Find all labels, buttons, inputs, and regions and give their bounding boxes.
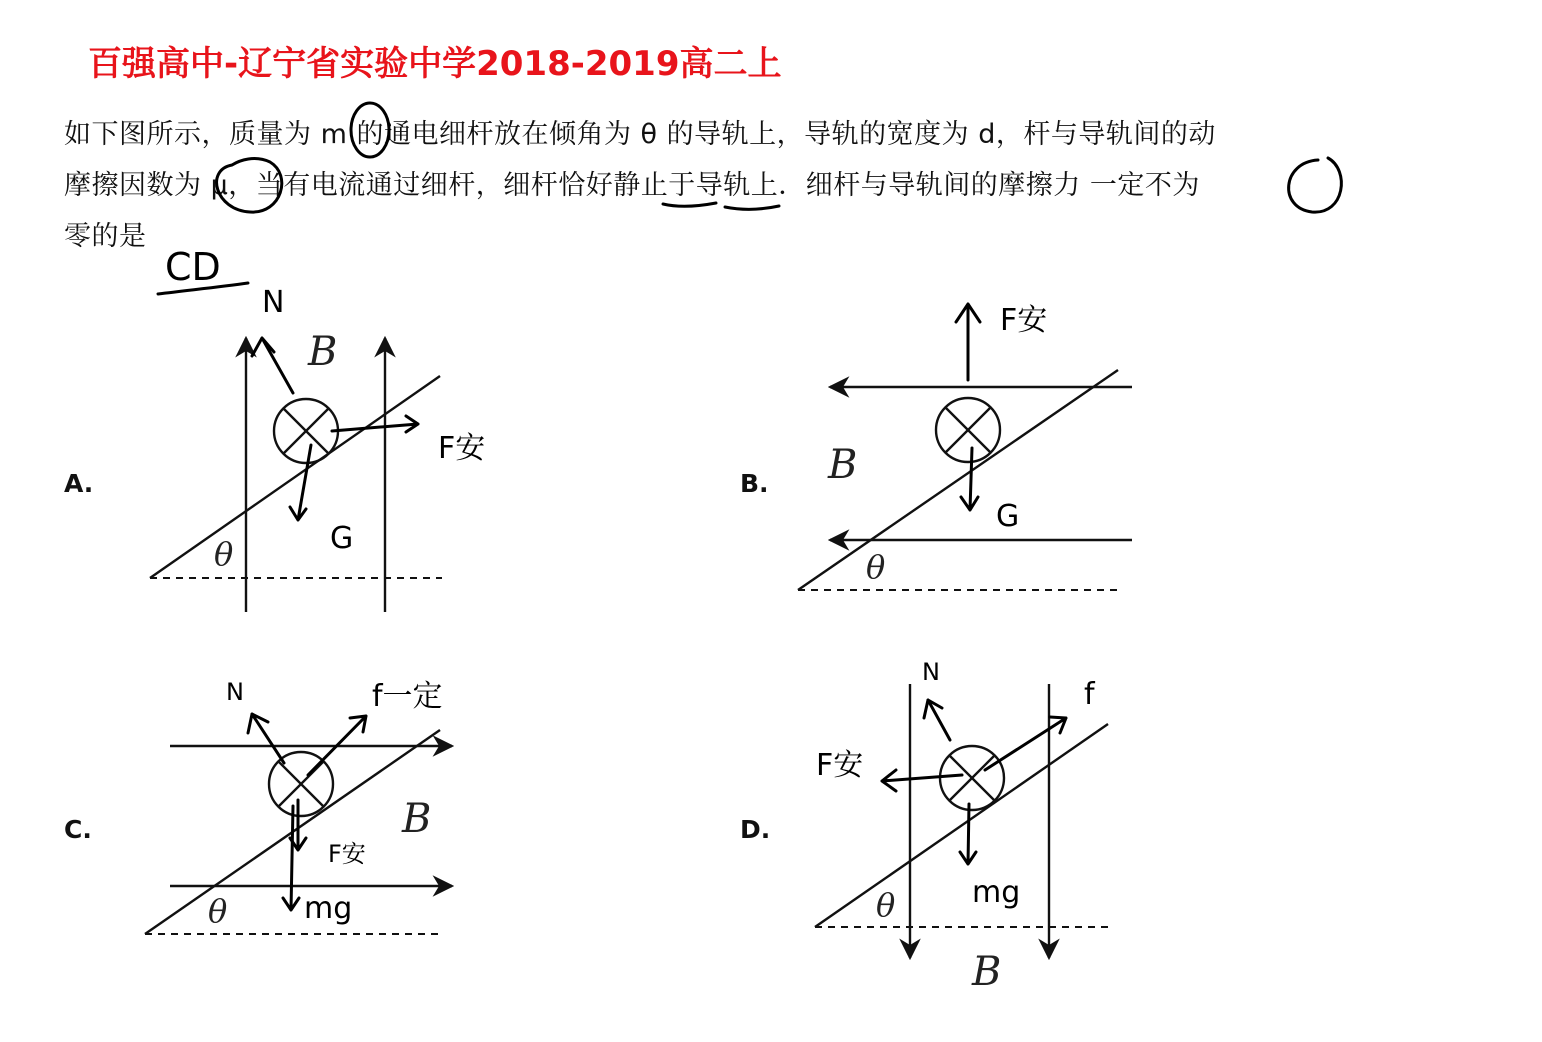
field-label: B xyxy=(972,949,1002,995)
hw-label-gravity: G xyxy=(996,499,1020,534)
hw-label-friction: f一定 xyxy=(372,679,443,714)
underline-qiahao xyxy=(663,203,716,206)
hw-label-ampere-force: F安 xyxy=(1000,303,1048,338)
option-b-label: B. xyxy=(740,469,769,498)
field-label: B xyxy=(828,442,858,488)
hw-label-gravity: mg xyxy=(304,891,353,926)
normal-force-arrow xyxy=(924,700,950,740)
normal-force-arrow xyxy=(252,338,293,393)
hw-label-ampere-force: F安 xyxy=(438,431,486,466)
option-c-label: C. xyxy=(64,815,92,844)
gravity-arrow xyxy=(290,445,311,520)
option-b-diagram xyxy=(740,303,1132,590)
ampere-force-arrow xyxy=(332,416,418,432)
question-line-3: 零的是 xyxy=(64,221,147,252)
question-line-1: 如下图所示，质量为 m 的通电细杆放在倾角为 θ 的导轨上，导轨的宽度为 d，杆与导轨间的动 xyxy=(64,119,1216,150)
option-a-label: A. xyxy=(64,469,94,498)
ampere-force-arrow xyxy=(882,770,962,791)
field-label: B xyxy=(308,329,338,375)
underline-jingzhi xyxy=(725,206,779,209)
hw-label-normal: N xyxy=(922,658,940,686)
field-label: B xyxy=(402,796,432,842)
option-d-diagram xyxy=(740,658,1110,995)
circle-mark-yiding xyxy=(1289,158,1342,212)
angle-label: θ xyxy=(208,892,228,930)
angle-label: θ xyxy=(866,548,886,586)
angle-label: θ xyxy=(214,535,234,573)
angle-label: θ xyxy=(876,886,896,924)
hw-label-normal: N xyxy=(262,285,285,320)
hw-label-gravity: mg xyxy=(972,875,1021,910)
option-d-label: D. xyxy=(740,815,771,844)
hw-label-normal: N xyxy=(226,678,244,706)
incline-rail xyxy=(150,376,440,578)
option-c-diagram xyxy=(64,678,452,934)
gravity-arrow xyxy=(960,804,976,864)
hw-label-gravity: G xyxy=(330,521,354,556)
normal-force-arrow xyxy=(248,714,284,763)
ampere-force-arrow xyxy=(956,304,980,380)
hw-label-friction: f xyxy=(1084,677,1095,712)
question-line-2: 摩擦因数为 μ，当有电流通过细杆，细杆恰好静止于导轨上．细杆与导轨间的摩擦力 一定不为 xyxy=(64,170,1200,201)
page-title: 百强高中-辽宁省实验中学2018-2019高二上 xyxy=(88,44,782,84)
option-a-diagram xyxy=(64,285,485,612)
hw-label-ampere-force: F安 xyxy=(328,840,366,868)
handwritten-answer: CD xyxy=(165,245,221,289)
hw-label-ampere-force: F安 xyxy=(816,748,864,783)
gravity-arrow xyxy=(961,448,978,510)
